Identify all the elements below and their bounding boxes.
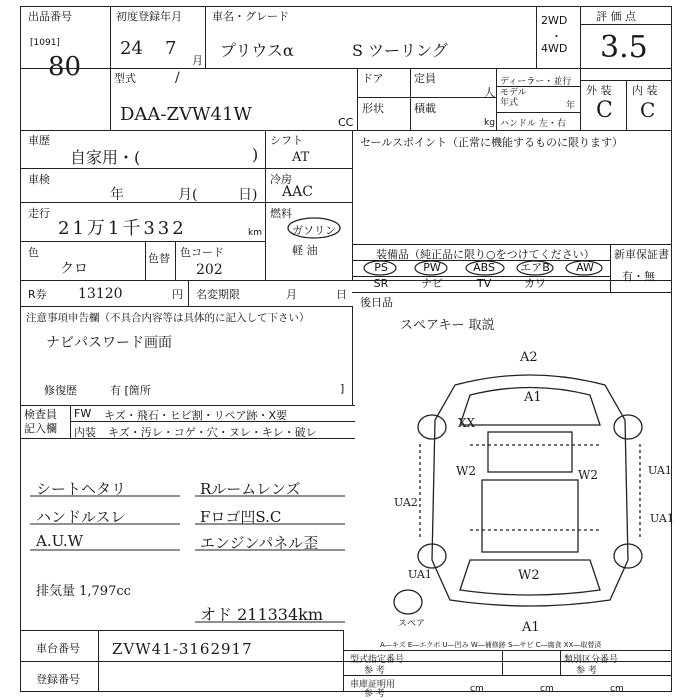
aircon-value: AAC — [282, 184, 313, 200]
interior-row-label: 内装 — [74, 426, 96, 439]
comment-2: ハンドルスレ — [36, 508, 126, 526]
cm-unit: cm — [610, 684, 624, 694]
fuel-gas: ガソリン — [292, 224, 336, 237]
equip-sr: SR — [373, 277, 389, 290]
equip-leather: カワ — [524, 277, 546, 290]
color-label: 色 — [28, 246, 39, 259]
shaken-label: 車検 — [28, 173, 50, 186]
type-cert-ref: 参 考 — [364, 666, 385, 676]
mileage-value: 21万1千332 — [58, 218, 187, 239]
color-change-label: 色替 — [148, 252, 170, 265]
cm-unit: cm — [540, 684, 554, 694]
divider — [560, 650, 561, 675]
notes-value: ナビパスワード画面 — [46, 335, 172, 351]
repair-value: 有 [箇所 — [110, 384, 151, 397]
registration-number-label: 登録番号 — [36, 673, 80, 686]
comment-3: A.U.W — [36, 532, 84, 550]
registration-month: 7 — [165, 38, 177, 59]
type-cert-label: 型式指定番号 — [350, 655, 405, 665]
shape-label: 形状 — [362, 102, 384, 115]
cm-unit: cm — [470, 684, 484, 694]
shaken-day: 日) — [238, 187, 258, 203]
equipment-label: 装備品（純正品に限り○をつけてください） — [376, 248, 595, 261]
model-code: DAA-ZVW41W — [120, 104, 252, 125]
divider — [343, 650, 672, 651]
shaken-year: 年 — [110, 187, 124, 203]
category-label: 類別区分番号 — [564, 655, 619, 665]
chassis-number: ZVW41-3162917 — [112, 640, 253, 658]
equip-aw: AW — [576, 261, 594, 274]
registration-year: 24 — [120, 38, 143, 59]
car-name-label: 車名・グレード — [212, 10, 289, 23]
damage-mark: XX — [458, 416, 476, 430]
recycle-label: R券 — [28, 288, 47, 301]
equip-ps: PS — [374, 261, 388, 274]
warranty-label: 新車保証書 — [614, 248, 669, 261]
damage-mark: A1 — [524, 390, 542, 405]
type-label: 型式 — [114, 72, 136, 85]
color-code-value: 202 — [196, 262, 223, 278]
damage-mark: W2 — [518, 568, 540, 583]
damage-mark: A1 — [522, 620, 540, 635]
drive-4wd: 4WD — [541, 42, 568, 55]
comment-right-3: エンジンパネル歪 — [200, 534, 319, 552]
handle-label: ハンドル 左・右 — [500, 119, 566, 129]
lot-label: 出品番号 — [28, 10, 72, 23]
shift-label: シフト — [270, 134, 303, 147]
capacity-label: 定員 — [414, 72, 436, 85]
equip-abs: ABS — [473, 261, 495, 274]
lot-number: 80 — [48, 52, 82, 82]
month-unit: 月 — [192, 54, 203, 67]
damage-mark: W2 — [456, 464, 476, 478]
equip-navi: ナビ — [421, 277, 443, 290]
damage-mark: A2 — [520, 350, 538, 365]
notes-label: 注意事項申告欄（不具合内容等は具体的に記入して下さい） — [26, 312, 310, 324]
equip-pw: PW — [423, 261, 441, 274]
chassis-label: 車台番号 — [36, 642, 80, 655]
exterior-row-label: FW — [74, 407, 92, 420]
recycle-unit: 円 — [172, 288, 183, 301]
interior-label: 内 装 — [632, 84, 658, 97]
equip-airbag: エアB — [520, 261, 550, 274]
repair-close: ] — [340, 382, 345, 395]
comment-4: 排気量 1,797cc — [36, 584, 131, 599]
fuel-diesel: 軽 油 — [292, 244, 318, 257]
model-year-unit: 年 — [566, 101, 576, 111]
load-unit: kg — [484, 118, 495, 128]
dealer-label: ディーラー・並行 — [500, 77, 572, 87]
name-change-label: 名変期限 — [196, 288, 240, 301]
car-cert-ref: 参 考 — [364, 689, 385, 699]
damage-mark: UA1 — [650, 512, 674, 525]
comment-right-1: Rルームレンズ — [200, 480, 301, 498]
category-ref: 参 考 — [576, 666, 597, 676]
equip-tv: TV — [476, 277, 492, 290]
shift-value: AT — [292, 150, 310, 165]
rear-items-value: スペアキー 取説 — [400, 318, 495, 333]
odometer-value: オド 211334km — [200, 605, 324, 624]
spare-label: スペア — [398, 619, 426, 629]
interior-row-items: キズ・汚レ・コゲ・穴・ヌレ・キレ・破レ — [108, 426, 317, 439]
damage-mark: UA2 — [394, 496, 418, 509]
damage-mark: UA1 — [408, 568, 432, 581]
drive-2wd: 2WD — [541, 14, 568, 27]
fuel-label: 燃料 — [270, 207, 292, 220]
repair-label: 修復歴 — [44, 384, 77, 397]
damage-mark: UA1 — [648, 464, 672, 477]
color-value: クロ — [60, 261, 88, 277]
aircon-label: 冷房 — [270, 173, 292, 186]
registration-label: 初度登録年月 — [116, 10, 182, 23]
name-change-day: 日 — [336, 288, 347, 301]
type-mark: / — [175, 70, 180, 86]
comment-right-2: Fロゴ凹S.C — [200, 508, 282, 526]
damage-legend: A―キズ E―エクボ U―凹み W―補修跡 S―サビ C―腐食 XX―取替済 — [380, 641, 602, 649]
load-label: 積載 — [414, 102, 436, 115]
car-grade: S ツーリング — [352, 41, 448, 60]
divider — [20, 630, 343, 631]
damage-mark: W2 — [578, 468, 598, 482]
exterior-label: 外 装 — [586, 84, 612, 97]
color-code-label: 色コード — [180, 246, 224, 259]
car-name: プリウスα — [220, 41, 294, 60]
score-label: 評 価 点 — [596, 10, 636, 23]
comment-1: シートヘタリ — [36, 480, 127, 498]
sales-label: セールスポイント（正常に機能するものに限ります） — [360, 136, 624, 149]
history-value: 自家用・( — [70, 148, 141, 167]
interior-grade: C — [640, 98, 656, 122]
exterior-row-items: キズ・飛石・ヒビ割・リペア跡・X要 — [104, 409, 288, 422]
door-label: ドア — [362, 72, 384, 85]
drive-dot: ・ — [551, 30, 562, 43]
lot-sub: [1091] — [30, 38, 60, 48]
mileage-unit: km — [248, 228, 262, 238]
divider — [343, 675, 672, 676]
score-value: 3.5 — [600, 30, 648, 65]
rear-items-label: 後日品 — [360, 296, 393, 309]
capacity-unit: 人 — [484, 86, 495, 99]
warranty-value: 有・無 — [622, 270, 655, 283]
history-label: 車歴 — [28, 134, 50, 147]
name-change-month: 月 — [286, 288, 297, 301]
recycle-value: 13120 — [78, 286, 123, 302]
car-cert-label: 車庫証明用 — [350, 680, 396, 690]
divider — [343, 630, 344, 692]
model-year-label: モデル 年式 — [500, 88, 527, 108]
exterior-grade: C — [596, 98, 613, 123]
shaken-month: 月( — [178, 187, 198, 203]
mileage-label: 走行 — [28, 207, 50, 220]
inspector-label: 検査員 記入欄 — [24, 408, 57, 435]
divider — [98, 630, 99, 692]
cc-unit: CC — [338, 116, 354, 129]
history-close: ) — [252, 145, 259, 164]
divider — [502, 650, 503, 675]
